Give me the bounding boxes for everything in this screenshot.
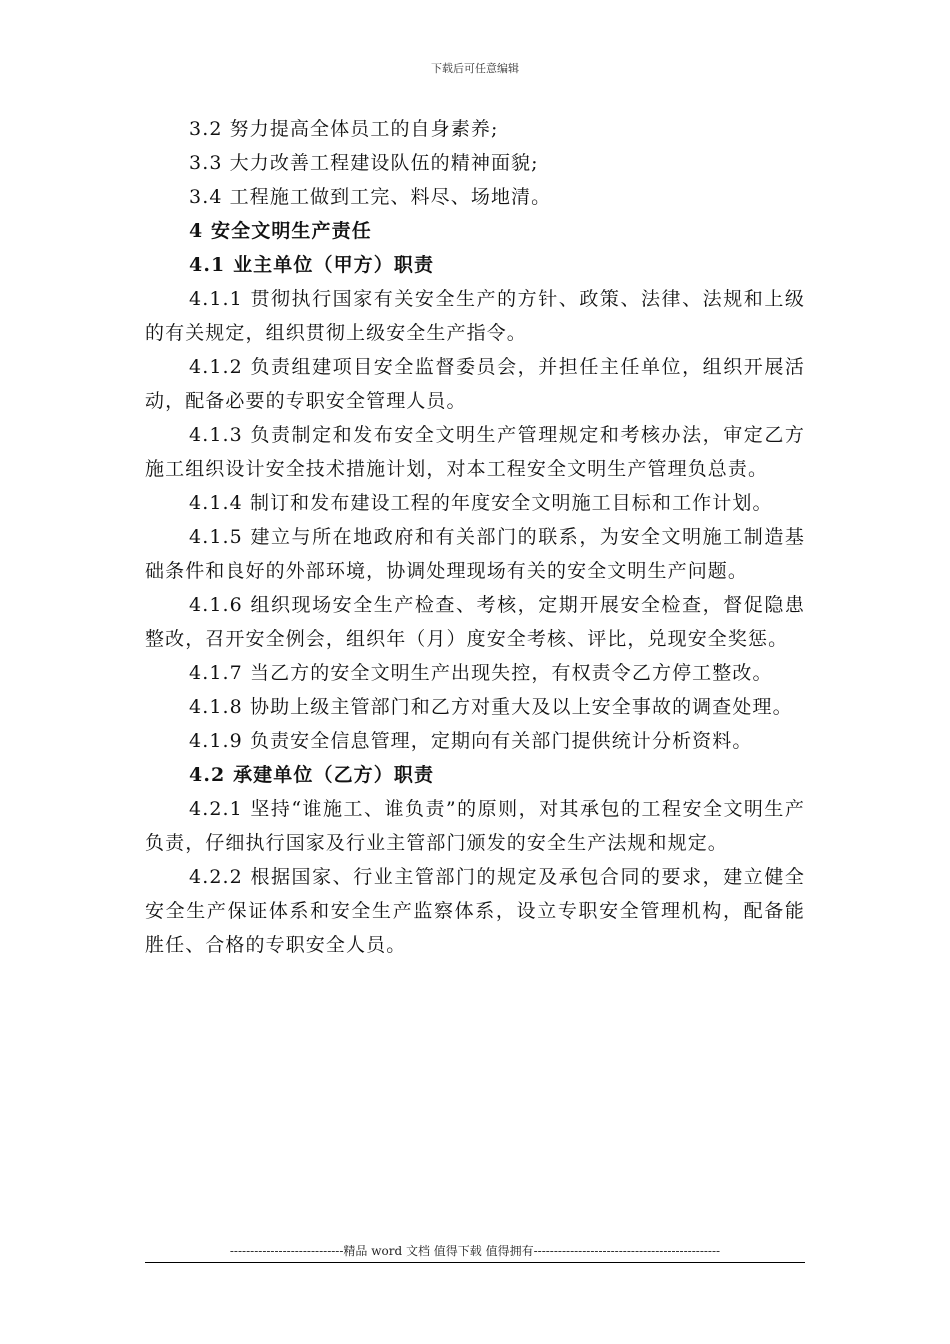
paragraph-3-2: 3.2 努力提高全体员工的自身素养;	[189, 118, 499, 140]
page-footer-text: ----------------------------精品 word 文档 值得下载 值得拥有----------------------------------------------	[229, 1244, 721, 1258]
paragraph-4-1-4: 4.1.4 制订和发布建设工程的年度安全文明施工目标和工作计划。	[189, 492, 773, 514]
paragraph-4-1-3: 4.1.3 负责制定和发布安全文明生产管理规定和考核办法，审定乙方施工组织设计安全技术措施计划，对本工程安全文明生产管理负总责。	[145, 424, 805, 480]
section-heading-4: 4 安全文明生产责任	[189, 220, 372, 242]
document-body	[145, 112, 805, 962]
paragraph-4-1-7: 4.1.7 当乙方的安全文明生产出现失控，有权责令乙方停工整改。	[189, 662, 773, 684]
section-heading-4-2: 4.2 承建单位（乙方）职责	[189, 764, 435, 786]
section-heading-4-1: 4.1 业主单位（甲方）职责	[189, 254, 435, 276]
paragraph-4-1-9: 4.1.9 负责安全信息管理，定期向有关部门提供统计分析资料。	[189, 730, 753, 752]
paragraph-3-3: 3.3 大力改善工程建设队伍的精神面貌;	[189, 152, 539, 174]
paragraph-4-2-2: 4.2.2 根据国家、行业主管部门的规定及承包合同的要求，建立健全安全生产保证体系和安全生产监察体系，设立专职安全管理机构，配备能胜任、合格的专职安全人员。	[145, 866, 805, 956]
paragraph-4-1-8: 4.1.8 协助上级主管部门和乙方对重大及以上安全事故的调查处理。	[189, 696, 793, 718]
paragraph-4-1-1: 4.1.1 贯彻执行国家有关安全生产的方针、政策、法律、法规和上级的有关规定，组织贯彻上级安全生产指令。	[145, 288, 805, 344]
paragraph-4-1-6: 4.1.6 组织现场安全生产检查、考核，定期开展安全检查，督促隐患整改，召开安全例会，组织年（月）度安全考核、评比，兑现安全奖惩。	[145, 594, 805, 650]
paragraph-4-1-5: 4.1.5 建立与所在地政府和有关部门的联系，为安全文明施工制造基础条件和良好的外部环境，协调处理现场有关的安全文明生产问题。	[145, 526, 805, 582]
paragraph-4-1-2: 4.1.2 负责组建项目安全监督委员会，并担任主任单位，组织开展活动，配备必要的专职安全管理人员。	[145, 356, 805, 412]
page-header-note: 下载后可任意编辑	[431, 62, 519, 75]
footer-divider	[145, 1262, 805, 1263]
paragraph-4-2-1: 4.2.1 坚持“谁施工、谁负责”的原则，对其承包的工程安全文明生产负责，仔细执行国家及行业主管部门颁发的安全生产法规和规定。	[145, 798, 805, 854]
paragraph-3-4: 3.4 工程施工做到工完、料尽、场地清。	[189, 186, 552, 208]
